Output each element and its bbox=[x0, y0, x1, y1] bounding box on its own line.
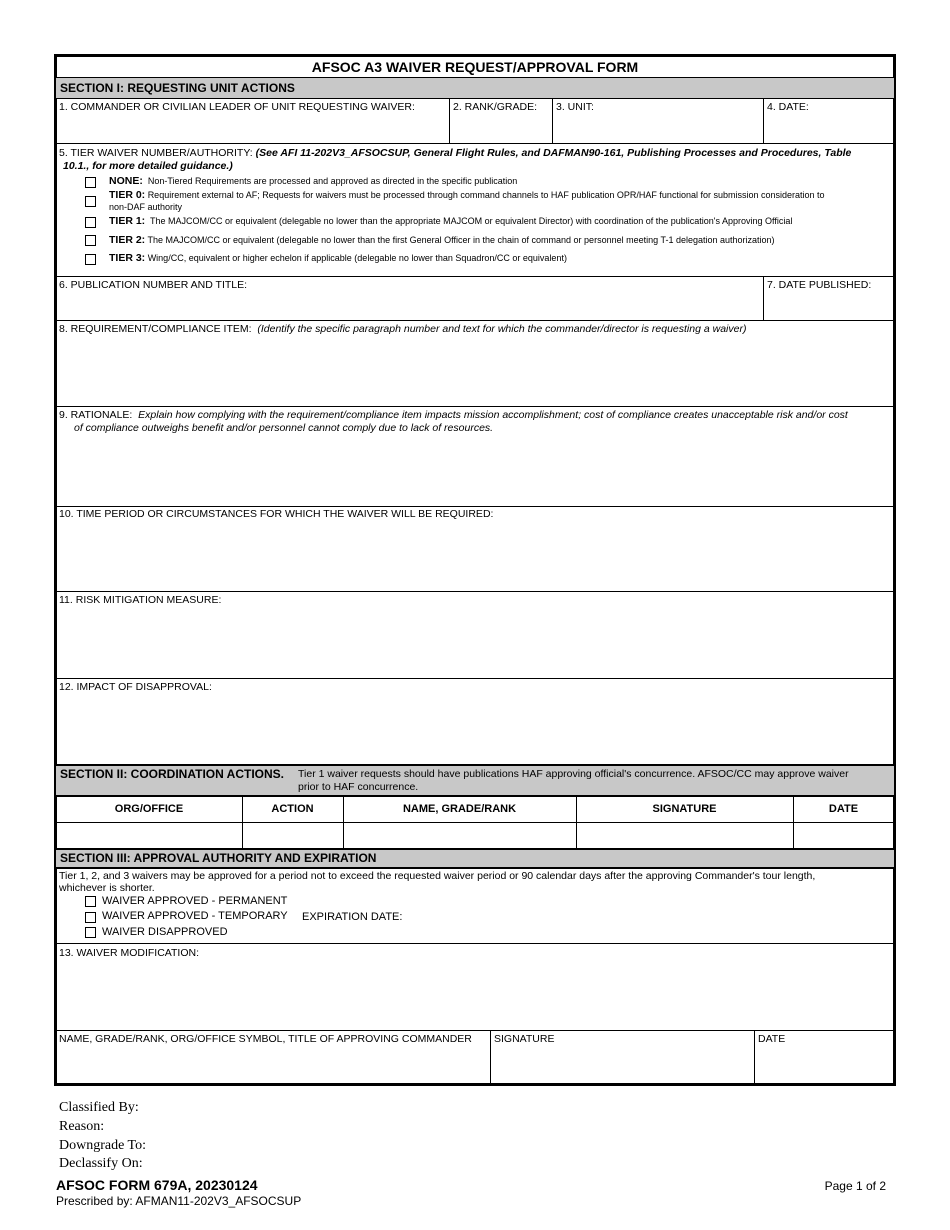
field13-label: 13. WAIVER MODIFICATION: bbox=[59, 947, 200, 959]
field7-label: 7. DATE PUBLISHED: bbox=[767, 279, 872, 291]
field3-label: 3. UNIT: bbox=[556, 101, 594, 113]
approver-date-input[interactable] bbox=[755, 1047, 893, 1082]
section1-header: SECTION I: REQUESTING UNIT ACTIONS bbox=[56, 78, 894, 98]
field11-label: 11. RISK MITIGATION MEASURE: bbox=[59, 594, 222, 606]
checkbox-approved-permanent[interactable] bbox=[85, 896, 96, 907]
risk-mitigation-input[interactable] bbox=[57, 608, 893, 676]
approving-commander-input[interactable] bbox=[57, 1047, 489, 1082]
downgrade-to: Downgrade To: bbox=[59, 1138, 147, 1153]
form-number: AFSOC FORM 679A, 20230124 bbox=[56, 1177, 258, 1193]
classified-by: Classified By: bbox=[59, 1100, 139, 1115]
tier-2: TIER 2: The MAJCOM/CC or equivalent (delegable no lower than the first General Officer in the chain of command or personnel meeting T-1 delegation authorization) bbox=[109, 234, 775, 246]
field10-label: 10. TIME PERIOD OR CIRCUMSTANCES FOR WHICH THE WAIVER WILL BE REQUIRED: bbox=[59, 508, 494, 520]
requirement-input[interactable] bbox=[57, 337, 893, 405]
field2-label: 2. RANK/GRADE: bbox=[453, 101, 538, 113]
tier-none: NONE: Non-Tiered Requirements are processed and approved as directed in the specific publication bbox=[109, 175, 518, 187]
section2-header: SECTION II: COORDINATION ACTIONS. Tier 1 waiver requests should have publications HAF approving official's concurrence. AFSOC/CC may approve waiver prior to HAF concurrence. bbox=[56, 766, 894, 795]
commander-input[interactable] bbox=[57, 114, 447, 142]
option-disapproved: WAIVER DISAPPROVED bbox=[102, 926, 228, 938]
col-action: ACTION bbox=[271, 803, 314, 815]
col-date: DATE bbox=[828, 803, 859, 815]
field5-label: 5. TIER WAIVER NUMBER/AUTHORITY: (See AFI 11-202V3_AFSOCSUP, General Flight Rules, and DAFMAN90-161, Publishing Processes and Procedures, Table bbox=[59, 147, 852, 159]
field5-note-line2: 10.1., for more detailed guidance.) bbox=[63, 160, 233, 172]
checkbox-disapproved[interactable] bbox=[85, 927, 96, 938]
tier-0: TIER 0: Requirement external to AF; Requests for waivers must be processed through command channels to HAF publication OPR/HAF functional for submission consideration to bbox=[109, 189, 825, 201]
page-number: Page 1 of 2 bbox=[824, 1179, 886, 1193]
declassify-on: Declassify On: bbox=[59, 1156, 143, 1171]
prescribed-by: Prescribed by: AFMAN11-202V3_AFSOCSUP bbox=[56, 1194, 302, 1208]
tier-0-line2: non-DAF authority bbox=[109, 202, 183, 212]
field9-note-line2: of compliance outweighs benefit and/or personnel cannot comply due to lack of resources. bbox=[74, 422, 494, 434]
field12-label: 12. IMPACT OF DISAPPROVAL: bbox=[59, 681, 212, 693]
date-input[interactable] bbox=[765, 114, 893, 142]
expiration-date-input[interactable] bbox=[405, 908, 605, 924]
approver-signature-label: SIGNATURE bbox=[494, 1033, 555, 1045]
coord-name-input[interactable] bbox=[344, 823, 575, 847]
rank-input[interactable] bbox=[451, 114, 551, 142]
coord-org-input[interactable] bbox=[57, 823, 241, 847]
section3-note-line1: Tier 1, 2, and 3 waivers may be approved for a period not to exceed the requested waiver period or 90 calendar days after the approving Commander's tour length, bbox=[59, 870, 816, 882]
approver-date-label: DATE bbox=[758, 1033, 786, 1045]
approver-signature-input[interactable] bbox=[491, 1047, 753, 1082]
checkbox-tier1[interactable] bbox=[85, 217, 96, 228]
checkbox-tier3[interactable] bbox=[85, 254, 96, 265]
time-period-input[interactable] bbox=[57, 522, 893, 590]
impact-input[interactable] bbox=[57, 695, 893, 763]
col-signature: SIGNATURE bbox=[652, 803, 717, 815]
coord-signature-input[interactable] bbox=[577, 823, 792, 847]
coord-date-input[interactable] bbox=[794, 823, 893, 847]
reason: Reason: bbox=[59, 1119, 105, 1134]
field9-label: 9. RATIONALE: Explain how complying with the requirement/compliance item impacts mission accomplishment; cost of compliance creates unacceptable risk and/or cost bbox=[59, 409, 848, 421]
tier-3: TIER 3: Wing/CC, equivalent or higher echelon if applicable (delegable no lower than Squadron/CC or equivalent) bbox=[109, 252, 567, 264]
coord-action-input[interactable] bbox=[243, 823, 342, 847]
unit-input[interactable] bbox=[554, 114, 762, 142]
option-approved-temporary: WAIVER APPROVED - TEMPORARY bbox=[102, 910, 288, 922]
rationale-input[interactable] bbox=[57, 437, 893, 505]
date-published-input[interactable] bbox=[765, 292, 893, 319]
tier-1: TIER 1: The MAJCOM/CC or equivalent (delegable no lower than the appropriate MAJCOM or equivalent Director) with coordination of the publication's Approving Official bbox=[109, 215, 793, 227]
col-org-office: ORG/OFFICE bbox=[114, 803, 184, 815]
section3-note-line2: whichever is shorter. bbox=[59, 882, 155, 894]
checkbox-none[interactable] bbox=[85, 177, 96, 188]
checkbox-tier0[interactable] bbox=[85, 196, 96, 207]
field1-label: 1. COMMANDER OR CIVILIAN LEADER OF UNIT REQUESTING WAIVER: bbox=[59, 101, 415, 113]
section3-header: SECTION III: APPROVAL AUTHORITY AND EXPIRATION bbox=[56, 850, 894, 867]
waiver-modification-input[interactable] bbox=[57, 961, 893, 1029]
expiration-date-label: EXPIRATION DATE: bbox=[302, 911, 403, 923]
checkbox-approved-temporary[interactable] bbox=[85, 912, 96, 923]
field6-label: 6. PUBLICATION NUMBER AND TITLE: bbox=[59, 279, 248, 291]
form-title: AFSOC A3 WAIVER REQUEST/APPROVAL FORM bbox=[311, 59, 639, 75]
checkbox-tier2[interactable] bbox=[85, 235, 96, 246]
publication-input[interactable] bbox=[57, 292, 762, 319]
option-approved-permanent: WAIVER APPROVED - PERMANENT bbox=[102, 895, 288, 907]
approving-commander-label: NAME, GRADE/RANK, ORG/OFFICE SYMBOL, TITLE OF APPROVING COMMANDER bbox=[59, 1033, 472, 1045]
field8-label: 8. REQUIREMENT/COMPLIANCE ITEM: (Identify the specific paragraph number and text for which the commander/director is requesting a waiver) bbox=[59, 323, 747, 335]
field4-label: 4. DATE: bbox=[767, 101, 809, 113]
col-name-grade: NAME, GRADE/RANK bbox=[402, 803, 517, 815]
